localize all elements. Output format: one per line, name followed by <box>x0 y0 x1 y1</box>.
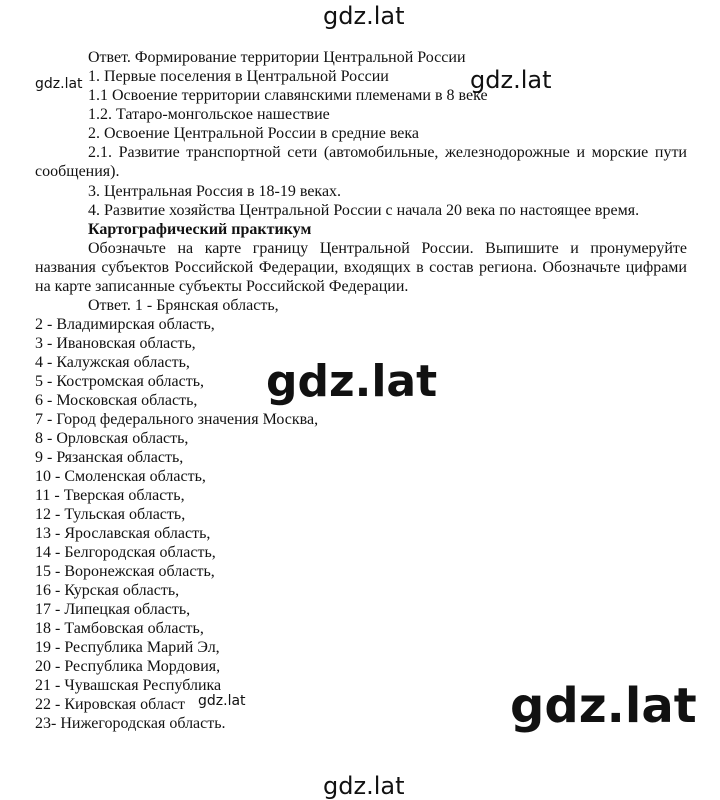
outline-item-4: 4. Развитие хозяйства Центральной России с начала 20 века по настоящее время. <box>88 202 640 219</box>
region-item: 3 - Ивановская область, <box>35 335 196 352</box>
watermark-big-right: gdz.lat <box>510 678 697 734</box>
practicum-title: Картографический практикум <box>88 221 312 238</box>
region-item: 23- Нижегородская область. <box>35 715 226 732</box>
practicum-answer-prefix: Ответ. 1 - Брянская область, <box>88 297 279 314</box>
region-item: 12 - Тульская область, <box>35 506 186 523</box>
region-item: 20 - Республика Мордовия, <box>35 658 221 675</box>
outline-item-3: 3. Центральная Россия в 18-19 веках. <box>88 183 342 200</box>
region-item: 17 - Липецкая область, <box>35 601 191 618</box>
practicum-task: Обозначьте на карте границу Центральной России. Выпишите и пронумеруйте названия субъектов Российской Федерации, входящих в состав региона. Обозначьте цифрами на карте записанные субъекты Российской Федерации. <box>35 240 687 295</box>
region-item: 16 - Курская область, <box>35 582 180 599</box>
region-item: 19 - Республика Марий Эл, <box>35 639 220 656</box>
region-item: 8 - Орловская область, <box>35 430 189 447</box>
outline-item-2: 2. Освоение Центральной России в средние века <box>88 125 420 142</box>
region-item: 18 - Тамбовская область, <box>35 620 204 637</box>
region-item: 14 - Белгородская область, <box>35 544 216 561</box>
region-item: 6 - Московская область, <box>35 392 198 409</box>
region-item: 9 - Рязанская область, <box>35 449 184 466</box>
region-item: 10 - Смоленская область, <box>35 468 206 485</box>
region-item: 15 - Воронежская область, <box>35 563 215 580</box>
region-item: 22 - Кировская област <box>35 696 186 713</box>
watermark-top: gdz.lat <box>323 2 405 30</box>
region-item: 4 - Калужская область, <box>35 354 190 371</box>
watermark-right: gdz.lat <box>470 66 552 94</box>
region-item: 5 - Костромская область, <box>35 373 205 390</box>
watermark-bottom: gdz.lat <box>323 772 405 800</box>
outline-item-2-1: 2.1. Развитие транспортной сети (автомобильные, железнодорожные и морские пути сообщения). <box>35 144 687 180</box>
watermark-left-small: gdz.lat <box>35 76 83 92</box>
region-item: 11 - Тверская область, <box>35 487 185 504</box>
watermark-center: gdz.lat <box>266 356 438 407</box>
answer-header: Ответ. Формирование территории Центральной России <box>88 49 466 66</box>
outline-item-1-2: 1.2. Татаро-монгольское нашествие <box>88 106 330 123</box>
region-item: 7 - Город федерального значения Москва, <box>35 411 319 428</box>
watermark-inline-small: gdz.lat <box>198 693 246 709</box>
region-item: 13 - Ярославская область, <box>35 525 211 542</box>
outline-item-1: 1. Первые поселения в Центральной России <box>88 68 389 85</box>
outline-item-1-1: 1.1 Освоение территории славянскими племенами в 8 веке <box>88 87 488 104</box>
region-item: 2 - Владимирская область, <box>35 316 215 333</box>
region-item: 21 - Чувашская Республика <box>35 677 222 694</box>
